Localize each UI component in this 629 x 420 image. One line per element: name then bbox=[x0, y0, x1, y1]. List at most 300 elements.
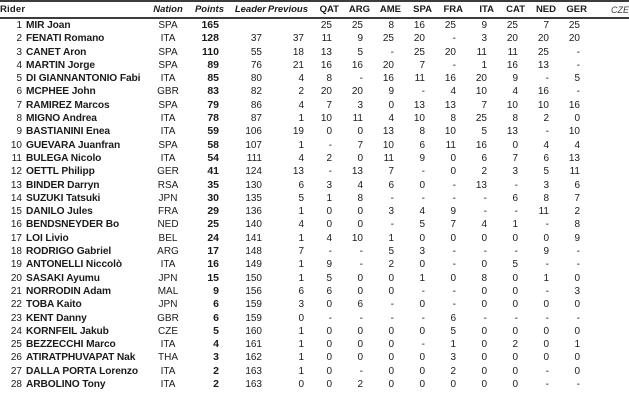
row-position: 7 bbox=[16, 99, 22, 111]
table-row bbox=[0, 272, 629, 285]
row-gap-to-previous: 3 bbox=[298, 299, 304, 311]
row-race-points-cat: 2 bbox=[512, 339, 518, 351]
row-race-points-arg: 0 bbox=[357, 325, 363, 337]
row-race-points-fra: 6 bbox=[450, 312, 456, 324]
row-gap-to-leader: 130 bbox=[245, 179, 262, 191]
row-position: 3 bbox=[16, 46, 22, 58]
row-rider-name: BULEGA Nicolo bbox=[26, 152, 102, 164]
row-race-points-ned: 0 bbox=[543, 299, 549, 311]
row-race-points-fra: 5 bbox=[450, 325, 456, 337]
row-race-points-ger: 0 bbox=[574, 113, 580, 125]
row-gap-to-leader: 161 bbox=[245, 339, 262, 351]
table-row bbox=[0, 46, 629, 59]
column-header-race-ned: NED bbox=[525, 4, 556, 18]
row-race-points-qat: 0 bbox=[326, 365, 332, 377]
table-row bbox=[0, 258, 629, 271]
row-race-points-ame: - bbox=[390, 299, 394, 311]
row-position: 22 bbox=[10, 299, 22, 311]
row-race-points-ame: 13 bbox=[382, 126, 394, 138]
row-race-points-ned: 0 bbox=[543, 232, 549, 244]
row-race-points-spa: 0 bbox=[419, 325, 425, 337]
row-position: 10 bbox=[10, 139, 22, 151]
row-race-points-spa: 0 bbox=[419, 259, 425, 271]
row-nation: ITA bbox=[160, 126, 176, 138]
row-race-points-ita: 0 bbox=[481, 285, 487, 297]
row-gap-to-previous: 1 bbox=[298, 352, 304, 364]
row-nation: SPA bbox=[158, 20, 178, 31]
row-race-points-ita: - bbox=[483, 192, 487, 204]
row-race-points-cat: 5 bbox=[512, 259, 518, 271]
row-race-points-ned: - bbox=[545, 259, 549, 271]
row-race-points-spa: 25 bbox=[413, 46, 425, 58]
row-points: 59 bbox=[207, 125, 219, 138]
row-gap-to-previous: 1 bbox=[298, 259, 304, 271]
row-race-points-ned: 6 bbox=[543, 152, 549, 164]
row-race-points-fra: 16 bbox=[444, 73, 456, 85]
row-position: 14 bbox=[10, 192, 22, 204]
row-position: 11 bbox=[11, 152, 22, 164]
row-gap-to-previous: 1 bbox=[298, 365, 304, 377]
row-race-points-qat: 0 bbox=[326, 379, 332, 391]
row-race-points-ita: 0 bbox=[481, 299, 487, 311]
row-race-points-arg: 20 bbox=[351, 86, 363, 98]
row-race-points-cat: 3 bbox=[512, 166, 518, 178]
row-race-points-qat: 0 bbox=[326, 339, 332, 351]
row-gap-to-previous: 1 bbox=[298, 272, 304, 284]
row-gap-to-previous: 5 bbox=[298, 192, 304, 204]
row-race-points-cze bbox=[587, 258, 629, 271]
row-race-points-ita: 1 bbox=[481, 59, 487, 71]
table-row bbox=[0, 245, 629, 258]
row-race-points-fra: 1 bbox=[450, 339, 456, 351]
row-race-points-fra: 4 bbox=[450, 86, 456, 98]
row-race-points-qat: - bbox=[328, 166, 332, 178]
row-points: 24 bbox=[207, 231, 219, 244]
row-rider-name: DALLA PORTA Lorenzo bbox=[26, 365, 139, 377]
row-race-points-ger: 0 bbox=[574, 365, 580, 377]
row-rider-name: MIR Joan bbox=[26, 20, 71, 31]
row-race-points-ned: 25 bbox=[537, 46, 549, 58]
row-race-points-fra: 0 bbox=[450, 379, 456, 391]
row-position: 20 bbox=[10, 272, 22, 284]
row-gap-to-leader: 140 bbox=[245, 219, 262, 231]
row-race-points-fra: 0 bbox=[450, 152, 456, 164]
row-race-points-cze bbox=[587, 152, 629, 165]
row-race-points-ger: - bbox=[576, 246, 580, 258]
row-race-points-ita: 0 bbox=[481, 325, 487, 337]
row-points: 110 bbox=[202, 45, 219, 58]
row-gap-to-previous: 2 bbox=[298, 86, 304, 98]
row-race-points-ned: - bbox=[545, 379, 549, 391]
row-gap-to-leader: 55 bbox=[250, 46, 262, 58]
table-row bbox=[0, 32, 629, 45]
row-position: 2 bbox=[16, 33, 22, 45]
row-gap-to-previous: 4 bbox=[298, 73, 304, 85]
row-points: 2 bbox=[213, 378, 219, 391]
row-race-points-ned: 0 bbox=[543, 352, 549, 364]
row-race-points-ame: 11 bbox=[383, 152, 394, 164]
row-race-points-arg: 0 bbox=[357, 272, 363, 284]
row-race-points-ame: 16 bbox=[382, 73, 394, 85]
row-race-points-spa: - bbox=[421, 86, 425, 98]
row-race-points-ned: 7 bbox=[543, 20, 549, 31]
row-points: 2 bbox=[213, 364, 219, 377]
row-rider-name: BINDER Darryn bbox=[26, 179, 100, 191]
row-race-points-ita: 3 bbox=[481, 33, 487, 45]
row-race-points-ita: 7 bbox=[481, 99, 487, 111]
row-race-points-arg: 16 bbox=[351, 59, 363, 71]
table-row bbox=[0, 285, 629, 298]
row-points: 4 bbox=[213, 338, 219, 351]
row-rider-name: SUZUKI Tatsuki bbox=[26, 192, 101, 204]
row-race-points-cze bbox=[587, 32, 629, 45]
row-nation: MAL bbox=[157, 285, 179, 297]
row-race-points-spa: - bbox=[421, 166, 425, 178]
row-nation: SPA bbox=[158, 99, 178, 111]
row-rider-name: ARBOLINO Tony bbox=[26, 379, 106, 391]
table-row bbox=[0, 365, 629, 378]
row-race-points-qat: 0 bbox=[326, 219, 332, 231]
row-rider-name: MIGNO Andrea bbox=[26, 113, 97, 125]
column-header-race-arg: ARG bbox=[339, 4, 370, 18]
row-points: 35 bbox=[207, 178, 219, 191]
row-race-points-cat: 0 bbox=[512, 139, 518, 151]
row-race-points-spa: 1 bbox=[419, 272, 425, 284]
row-race-points-arg: 2 bbox=[357, 379, 363, 391]
row-race-points-cat: 10 bbox=[506, 99, 518, 111]
row-race-points-cze bbox=[587, 351, 629, 364]
column-header-race-ger: GER bbox=[556, 4, 587, 18]
row-rider-name: BEZZECCHI Marco bbox=[26, 339, 116, 351]
row-position: 23 bbox=[10, 312, 22, 324]
row-race-points-ita: - bbox=[483, 206, 487, 218]
row-gap-to-previous: 7 bbox=[298, 246, 304, 258]
row-race-points-ita: 5 bbox=[481, 126, 487, 138]
row-race-points-ned: 20 bbox=[537, 33, 549, 45]
row-race-points-qat: - bbox=[328, 312, 332, 324]
row-gap-to-previous: 1 bbox=[298, 339, 304, 351]
row-rider-name: KORNFEIL Jakub bbox=[26, 325, 109, 337]
table-row bbox=[0, 59, 629, 72]
row-race-points-ita: 8 bbox=[481, 272, 487, 284]
row-gap-to-leader: 159 bbox=[245, 299, 262, 311]
row-race-points-ned: - bbox=[545, 312, 549, 324]
row-rider-name: MCPHEE John bbox=[26, 86, 96, 98]
row-race-points-cze bbox=[587, 99, 629, 112]
row-nation: BEL bbox=[158, 232, 178, 244]
row-race-points-qat: 10 bbox=[320, 113, 332, 125]
table-row bbox=[0, 152, 629, 165]
column-header-leader: Leader bbox=[224, 4, 266, 18]
row-gap-to-leader: 163 bbox=[245, 365, 262, 377]
column-header-race-cze: CZE bbox=[587, 4, 629, 18]
row-race-points-cat: 1 bbox=[512, 219, 518, 231]
row-rider-name: SASAKI Ayumu bbox=[26, 272, 100, 284]
row-race-points-ned: - bbox=[545, 126, 549, 138]
row-race-points-arg: 0 bbox=[357, 126, 363, 138]
row-race-points-ger: - bbox=[576, 259, 580, 271]
row-position: 24 bbox=[10, 325, 22, 337]
row-race-points-ger: 20 bbox=[568, 33, 580, 45]
column-header-race-ame: AME bbox=[370, 4, 401, 18]
row-race-points-ita: 2 bbox=[481, 166, 487, 178]
row-race-points-spa: 8 bbox=[419, 126, 425, 138]
row-race-points-spa: 11 bbox=[414, 73, 425, 85]
row-rider-name: ATIRATPHUVAPAT Nak bbox=[26, 352, 136, 364]
row-race-points-cat: 9 bbox=[512, 73, 518, 85]
row-race-points-cat: 11 bbox=[507, 46, 518, 58]
row-gap-to-previous: 18 bbox=[292, 46, 304, 58]
row-race-points-ame: 2 bbox=[388, 259, 394, 271]
row-race-points-cat: 8 bbox=[512, 113, 518, 125]
row-race-points-fra: - bbox=[452, 299, 456, 311]
row-race-points-ger: 3 bbox=[574, 285, 580, 297]
column-header-race-cat: CAT bbox=[494, 4, 525, 18]
row-gap-to-leader: 163 bbox=[245, 379, 262, 391]
column-header-race-spa: SPA bbox=[401, 4, 432, 18]
row-gap-to-leader: 76 bbox=[250, 59, 262, 71]
row-race-points-arg: 4 bbox=[357, 179, 363, 191]
table-body bbox=[0, 18, 629, 391]
table-row bbox=[0, 205, 629, 218]
row-race-points-ger: 7 bbox=[574, 192, 580, 204]
row-race-points-qat: 0 bbox=[326, 299, 332, 311]
row-race-points-qat: 7 bbox=[326, 99, 332, 111]
row-race-points-ita: 6 bbox=[481, 152, 487, 164]
row-race-points-cze bbox=[587, 312, 629, 325]
row-race-points-cze bbox=[587, 46, 629, 59]
row-gap-to-leader: 37 bbox=[250, 33, 262, 45]
row-nation: GBR bbox=[157, 86, 179, 98]
row-race-points-arg: 0 bbox=[357, 219, 363, 231]
row-nation: THA bbox=[158, 352, 178, 364]
row-race-points-arg: 8 bbox=[357, 192, 363, 204]
row-race-points-cze bbox=[587, 72, 629, 85]
table-row bbox=[0, 192, 629, 205]
row-points: 41 bbox=[207, 165, 219, 178]
row-race-points-arg: 10 bbox=[351, 232, 363, 244]
row-race-points-qat: 8 bbox=[326, 73, 332, 85]
row-race-points-ger: - bbox=[576, 46, 580, 58]
row-race-points-ame: 6 bbox=[388, 179, 394, 191]
row-race-points-arg: 0 bbox=[357, 352, 363, 364]
row-race-points-ame: 20 bbox=[382, 59, 394, 71]
row-race-points-cze bbox=[587, 205, 629, 218]
table-row bbox=[0, 125, 629, 138]
row-race-points-fra: 0 bbox=[450, 232, 456, 244]
row-race-points-ita: 0 bbox=[481, 365, 487, 377]
row-race-points-ger: 4 bbox=[574, 139, 580, 151]
row-nation: JPN bbox=[158, 272, 178, 284]
row-position: 26 bbox=[10, 352, 22, 364]
row-gap-to-leader: 156 bbox=[245, 285, 262, 297]
row-race-points-fra: 25 bbox=[444, 20, 456, 31]
row-nation: ITA bbox=[160, 379, 176, 391]
row-race-points-spa: 7 bbox=[419, 59, 425, 71]
row-race-points-qat: 2 bbox=[326, 152, 332, 164]
table-row bbox=[0, 72, 629, 85]
row-points: 17 bbox=[207, 245, 219, 258]
row-gap-to-leader: 148 bbox=[245, 246, 262, 258]
table-row bbox=[0, 378, 629, 391]
row-race-points-cze bbox=[587, 59, 629, 72]
table-row bbox=[0, 99, 629, 112]
row-points: 6 bbox=[213, 298, 219, 311]
row-nation: SPA bbox=[158, 46, 178, 58]
row-race-points-qat: 6 bbox=[326, 285, 332, 297]
row-race-points-fra: - bbox=[452, 259, 456, 271]
row-race-points-cze bbox=[587, 272, 629, 285]
row-race-points-ger: - bbox=[576, 86, 580, 98]
row-gap-to-previous: 4 bbox=[298, 99, 304, 111]
row-race-points-ame: 0 bbox=[388, 272, 394, 284]
row-nation: GBR bbox=[157, 312, 179, 324]
row-race-points-fra: - bbox=[452, 246, 456, 258]
row-race-points-ger: - bbox=[576, 379, 580, 391]
row-race-points-spa: 0 bbox=[419, 365, 425, 377]
page-title: Rider bbox=[0, 4, 148, 18]
row-race-points-ned: 1 bbox=[543, 272, 549, 284]
header-row bbox=[0, 4, 629, 18]
row-race-points-arg: 6 bbox=[357, 299, 363, 311]
row-race-points-ita: 0 bbox=[481, 352, 487, 364]
row-race-points-fra: 10 bbox=[444, 126, 456, 138]
table-row bbox=[0, 325, 629, 338]
row-race-points-cat: 0 bbox=[512, 365, 518, 377]
row-points: 5 bbox=[213, 324, 219, 337]
row-position: 12 bbox=[10, 166, 22, 178]
row-position: 15 bbox=[10, 206, 22, 218]
row-points: 128 bbox=[201, 32, 219, 45]
row-points: 16 bbox=[207, 258, 219, 271]
row-nation: JPN bbox=[158, 299, 178, 311]
row-race-points-arg: 11 bbox=[352, 113, 363, 125]
row-race-points-ame: 0 bbox=[388, 285, 394, 297]
row-gap-to-previous: 13 bbox=[292, 166, 304, 178]
row-race-points-cat: 13 bbox=[506, 126, 518, 138]
row-race-points-fra: - bbox=[452, 179, 456, 191]
row-race-points-fra: 0 bbox=[450, 272, 456, 284]
row-race-points-ame: 7 bbox=[388, 166, 394, 178]
row-race-points-qat: 0 bbox=[326, 206, 332, 218]
row-race-points-ame: 0 bbox=[388, 339, 394, 351]
row-race-points-qat: - bbox=[328, 246, 332, 258]
row-race-points-cat: 0 bbox=[512, 379, 518, 391]
row-race-points-spa: 10 bbox=[413, 113, 425, 125]
row-points: 30 bbox=[207, 191, 219, 204]
row-nation: ITA bbox=[160, 33, 176, 45]
row-race-points-fra: - bbox=[452, 33, 456, 45]
row-race-points-cat: 7 bbox=[512, 152, 518, 164]
row-race-points-cze bbox=[587, 325, 629, 338]
row-gap-to-leader: 159 bbox=[245, 312, 262, 324]
row-race-points-qat: 0 bbox=[326, 126, 332, 138]
row-rider-name: DANILO Jules bbox=[26, 206, 93, 218]
row-race-points-ame: 0 bbox=[388, 352, 394, 364]
row-gap-to-leader: 87 bbox=[250, 113, 262, 125]
row-points: 83 bbox=[207, 85, 219, 98]
row-race-points-arg: 0 bbox=[357, 285, 363, 297]
row-position: 16 bbox=[10, 219, 22, 231]
row-race-points-spa: 13 bbox=[413, 99, 425, 111]
row-race-points-cze bbox=[587, 139, 629, 152]
row-race-points-ame: 9 bbox=[388, 86, 394, 98]
row-race-points-ame: - bbox=[390, 46, 394, 58]
row-race-points-arg: - bbox=[359, 259, 363, 271]
row-race-points-ger: 1 bbox=[574, 339, 580, 351]
row-race-points-ame: - bbox=[390, 312, 394, 324]
row-gap-to-previous: 4 bbox=[298, 152, 304, 164]
row-points: 15 bbox=[207, 271, 219, 284]
row-race-points-arg: 0 bbox=[357, 206, 363, 218]
row-race-points-cze bbox=[587, 18, 629, 32]
row-rider-name: NORRODIN Adam bbox=[26, 285, 111, 297]
row-race-points-ita: 9 bbox=[481, 20, 487, 31]
row-race-points-ame: 0 bbox=[388, 99, 394, 111]
row-race-points-fra: 9 bbox=[450, 206, 456, 218]
row-race-points-cze bbox=[587, 112, 629, 125]
row-race-points-qat: 9 bbox=[326, 259, 332, 271]
row-race-points-cat: - bbox=[514, 312, 518, 324]
row-nation: ITA bbox=[160, 152, 176, 164]
row-race-points-ame: 5 bbox=[388, 246, 394, 258]
row-nation: GER bbox=[157, 166, 179, 178]
row-nation: ITA bbox=[160, 339, 176, 351]
column-header-points: Points bbox=[188, 4, 224, 18]
row-race-points-cat: 0 bbox=[512, 272, 518, 284]
table-row bbox=[0, 18, 629, 32]
row-race-points-cze bbox=[587, 298, 629, 311]
row-race-points-fra: 11 bbox=[445, 139, 456, 151]
row-race-points-cze bbox=[587, 125, 629, 138]
row-points: 58 bbox=[207, 138, 219, 151]
row-points: 29 bbox=[207, 205, 219, 218]
row-race-points-ita: 0 bbox=[481, 339, 487, 351]
row-race-points-arg: 5 bbox=[357, 46, 363, 58]
row-rider-name: RODRIGO Gabriel bbox=[26, 246, 112, 258]
row-race-points-ame: 0 bbox=[388, 379, 394, 391]
row-race-points-qat: - bbox=[328, 139, 332, 151]
row-race-points-cat: 4 bbox=[512, 86, 518, 98]
row-position: 28 bbox=[10, 379, 22, 391]
row-nation: SPA bbox=[158, 139, 178, 151]
row-rider-name: RAMIREZ Marcos bbox=[26, 99, 110, 111]
row-position: 9 bbox=[16, 126, 22, 138]
row-position: 8 bbox=[16, 113, 22, 125]
row-race-points-arg: - bbox=[359, 365, 363, 377]
row-race-points-ita: 25 bbox=[475, 113, 487, 125]
row-rider-name: CANET Aron bbox=[26, 46, 87, 58]
row-race-points-fra: 20 bbox=[444, 46, 456, 58]
row-race-points-spa: 6 bbox=[419, 139, 425, 151]
row-rider-name: GUEVARA Juanfran bbox=[26, 139, 121, 151]
table-row bbox=[0, 338, 629, 351]
row-position: 27 bbox=[10, 365, 22, 377]
row-points: 89 bbox=[207, 58, 219, 71]
column-header-previous: Previous bbox=[266, 4, 308, 18]
row-race-points-ned: - bbox=[545, 365, 549, 377]
row-race-points-qat: 20 bbox=[320, 86, 332, 98]
row-rider-name: TOBA Kaito bbox=[26, 299, 82, 311]
row-race-points-ame: - bbox=[390, 219, 394, 231]
row-race-points-arg: - bbox=[359, 73, 363, 85]
row-gap-to-previous: 4 bbox=[298, 219, 304, 231]
row-race-points-arg: 0 bbox=[357, 152, 363, 164]
row-gap-to-previous: 6 bbox=[298, 285, 304, 297]
row-race-points-qat: 1 bbox=[326, 192, 332, 204]
row-race-points-ita: 0 bbox=[481, 259, 487, 271]
table-row bbox=[0, 351, 629, 364]
